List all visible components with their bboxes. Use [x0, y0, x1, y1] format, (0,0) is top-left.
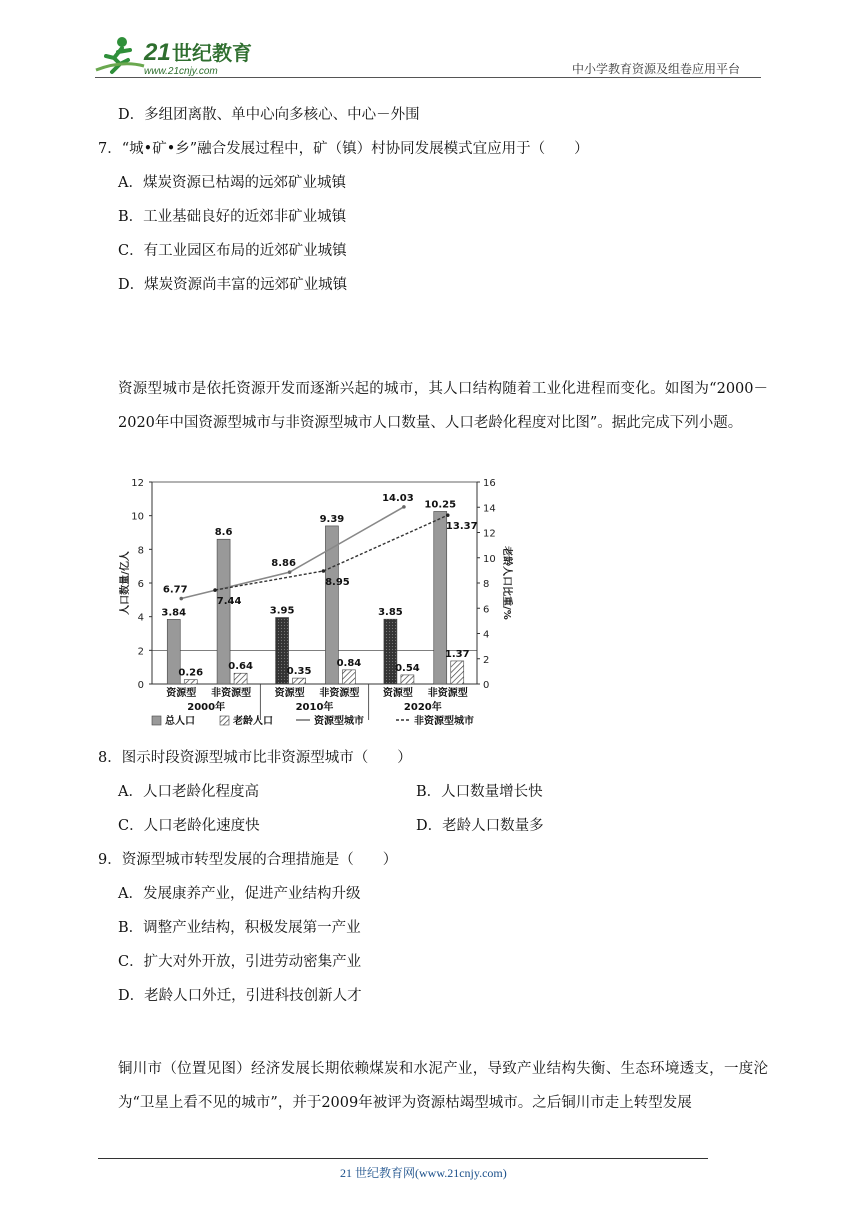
legend-label-non-resource: 非资源型城市: [414, 716, 474, 727]
category-label: 非资源型: [211, 688, 252, 699]
svg-text:世纪教育: 世纪教育: [172, 41, 252, 65]
q9-option-d: D．老龄人口外迁，引进科技创新人才: [118, 988, 362, 1004]
right-tick-label: 0: [483, 680, 490, 691]
bar-total-label: 8.6: [214, 527, 233, 539]
year-label: 2000年: [187, 702, 226, 713]
q9-option-b: B．调整产业结构，积极发展第一产业: [118, 920, 361, 936]
q7-option-d: D．煤炭资源尚丰富的远郊矿业城镇: [118, 277, 348, 293]
point-non-resource-label: 7.44: [216, 596, 242, 608]
bar-aged-population: [342, 670, 355, 684]
right-axis-label: 老龄人口比重/%: [501, 546, 512, 620]
point-non-resource-label: 13.37: [445, 521, 478, 533]
right-tick-label: 2: [483, 654, 490, 666]
material-2-text: 铜川市（位置见图）经济发展长期依赖煤炭和水泥产业，导致产业结构失衡、生态环境透支，一度沦为“卫星上看不见的城市”，并于2009年被评为资源枯竭型城市。之后铜川市走上转型发展: [118, 1061, 768, 1111]
right-tick-label: 14: [483, 503, 496, 515]
population-aging-chart: [112, 468, 517, 736]
legend-label-total: 总人口: [165, 716, 195, 727]
bar-total-population: [384, 619, 397, 684]
q8-option-b: B．人口数量增长快: [416, 784, 543, 800]
bar-aged-population: [234, 673, 247, 684]
legend-label-resource: 资源型城市: [314, 716, 364, 727]
legend-label-aged: 老龄人口: [233, 716, 273, 727]
left-tick-label: 2: [137, 646, 144, 658]
bar-total-label: 10.25: [424, 499, 457, 511]
material-1-text: 资源型城市是依托资源开发而逐渐兴起的城市，其人口结构随着工业化进程而变化。如图为“2000－2020年中国资源型城市与非资源型城市人口数量、人口老龄化程度对比图”。据此完成下列小题。: [118, 381, 768, 431]
footer-text: 21 世纪教育网(www.21cnjy.com): [340, 1166, 507, 1180]
bar-aged-label: 1.37: [444, 648, 470, 660]
q7-option-a: A．煤炭资源已枯竭的远郊矿业城镇: [118, 175, 346, 191]
point-resource-city: [288, 570, 292, 574]
point-resource-label: 14.03: [382, 492, 414, 504]
q6-option-d: D．多组团离散、单中心向多核心、中心－外围: [118, 107, 420, 123]
bar-aged-population: [451, 661, 464, 684]
site-logo: [92, 34, 262, 78]
legend-swatch-aged: [220, 716, 229, 725]
header-platform-text: 中小学教育资源及组卷应用平台: [572, 62, 741, 76]
bar-aged-population: [293, 678, 306, 684]
q8-option-c: C．人口老龄化速度快: [118, 818, 260, 834]
category-label: 资源型: [274, 688, 305, 699]
q8-option-a: A．人口老龄化程度高: [118, 784, 259, 800]
bar-total-label: 3.95: [269, 605, 295, 617]
q9-option-c: C．扩大对外开放，引进劳动密集产业: [118, 954, 362, 970]
left-tick-label: 10: [131, 511, 144, 523]
category-label: 非资源型: [427, 688, 468, 699]
bar-total-label: 3.85: [378, 607, 403, 619]
bar-aged-label: 0.84: [336, 657, 362, 669]
left-axis-label: 人口数量/亿人: [120, 551, 131, 615]
point-non-resource-city: [446, 513, 450, 517]
right-tick-label: 12: [483, 528, 496, 540]
right-tick-label: 4: [483, 629, 490, 641]
year-label: 2020年: [403, 702, 442, 713]
left-tick-label: 4: [137, 612, 144, 624]
left-tick-label: 0: [137, 680, 144, 691]
right-tick-label: 8: [483, 579, 490, 590]
point-resource-label: 8.86: [271, 558, 296, 570]
left-tick-label: 6: [137, 579, 144, 590]
point-resource-city: [179, 597, 183, 601]
year-label: 2010年: [295, 702, 334, 713]
legend-swatch-total: [152, 716, 161, 725]
q7-option-b: B．工业基础良好的近郊非矿业城镇: [118, 209, 347, 225]
q9-option-a: A．发展康养产业，促进产业结构升级: [118, 886, 361, 902]
header-divider: [95, 77, 761, 78]
left-tick-label: 12: [131, 478, 144, 489]
category-label: 资源型: [382, 688, 413, 699]
point-non-resource-city: [213, 588, 217, 592]
svg-text:www.21cnjy.com: www.21cnjy.com: [144, 66, 218, 77]
category-label: 非资源型: [319, 688, 360, 699]
bar-aged-label: 0.26: [178, 667, 204, 679]
bar-aged-population: [184, 680, 197, 684]
bar-aged-label: 0.54: [395, 662, 420, 674]
q8-stem: 8．图示时段资源型城市比非资源型城市（ ）: [98, 750, 412, 766]
point-resource-label: 6.77: [162, 584, 188, 596]
bar-aged-label: 0.35: [286, 666, 312, 678]
bar-total-label: 9.39: [319, 513, 345, 525]
point-non-resource-city: [322, 569, 326, 573]
footer-divider: [98, 1158, 708, 1159]
right-tick-label: 16: [483, 478, 496, 489]
bar-total-label: 3.84: [161, 607, 187, 619]
category-label: 资源型: [166, 688, 197, 699]
point-non-resource-label: 8.95: [325, 577, 350, 589]
left-tick-label: 8: [137, 545, 144, 557]
q8-option-d: D．老龄人口数量多: [416, 818, 544, 834]
point-resource-city: [402, 505, 406, 509]
right-tick-label: 10: [483, 553, 496, 565]
bar-aged-label: 0.64: [228, 661, 253, 673]
svg-text:21: 21: [144, 39, 171, 66]
q9-stem: 9．资源型城市转型发展的合理措施是（ ）: [98, 852, 398, 868]
bar-aged-population: [401, 675, 414, 684]
right-tick-label: 6: [483, 604, 490, 616]
q7-option-c: C．有工业园区布局的近郊矿业城镇: [118, 243, 347, 259]
line-resource-city: [181, 507, 404, 599]
q7-stem: 7．“城•矿•乡”融合发展过程中，矿（镇）村协同发展模式宜应用于（ ）: [98, 141, 589, 157]
